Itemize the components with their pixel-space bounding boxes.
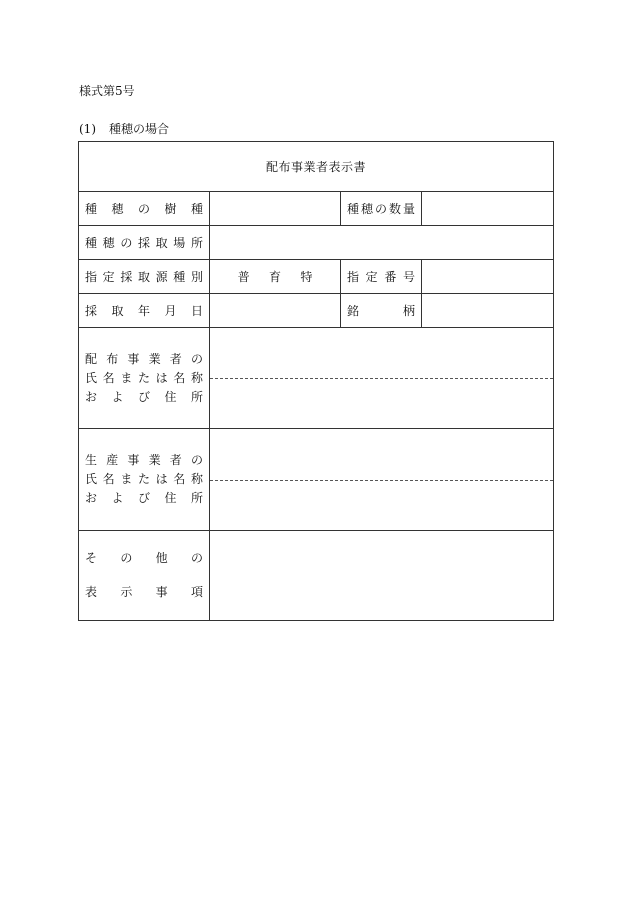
designation-number-label bbox=[341, 260, 422, 294]
label-text: 銘 柄 bbox=[347, 304, 415, 318]
label-text: 配 布 事 業 者 の bbox=[85, 351, 203, 366]
collection-date-label bbox=[79, 294, 210, 328]
species-value[interactable] bbox=[210, 192, 341, 226]
label-text: 採 取 年 月 日 bbox=[85, 304, 203, 318]
collection-place-value[interactable] bbox=[210, 226, 554, 260]
distributor-display-form bbox=[78, 141, 554, 621]
form-title: 配布事業者表示書 bbox=[79, 142, 554, 192]
label-text: 生 産 事 業 者 の bbox=[85, 453, 203, 467]
form-number: 様式第5号 bbox=[79, 84, 135, 98]
label-text: お よ び 住 所 bbox=[85, 491, 203, 505]
brand-label bbox=[341, 294, 422, 328]
label-text: 指 定 番 号 bbox=[347, 270, 415, 284]
species-label bbox=[79, 192, 210, 226]
label-text: 普 育 特 bbox=[237, 270, 313, 284]
quantity-value[interactable] bbox=[422, 192, 554, 226]
source-type-label bbox=[79, 260, 210, 294]
quantity-label bbox=[341, 192, 422, 226]
label-text: 指 定 採 取 源 種 別 bbox=[85, 270, 203, 284]
distributor-value[interactable] bbox=[210, 328, 554, 429]
label-text: 表 示 事 項 bbox=[85, 585, 203, 599]
label-text: 氏 名 ま た は 名 称 bbox=[85, 472, 203, 486]
section-title: 種穂の場合 bbox=[109, 122, 170, 136]
divider-dashed bbox=[210, 480, 553, 481]
producer-value[interactable] bbox=[210, 429, 554, 531]
label-text: そ の 他 の bbox=[85, 551, 203, 565]
collection-date-value[interactable] bbox=[210, 294, 341, 328]
label-text: 種 穂 の 樹 種 bbox=[85, 202, 203, 216]
label-text: 氏 名 ま た は 名 称 bbox=[85, 370, 203, 385]
label-text: 種 穂 の 採 取 場 所 bbox=[85, 236, 203, 250]
source-type-value bbox=[210, 260, 341, 294]
divider-dashed bbox=[210, 378, 553, 379]
other-info-label bbox=[79, 531, 210, 621]
other-info-value[interactable] bbox=[210, 531, 554, 621]
section-heading bbox=[79, 120, 169, 137]
label-text: お よ び 住 所 bbox=[85, 389, 203, 404]
section-number: (1) bbox=[79, 122, 96, 136]
distributor-label bbox=[79, 328, 210, 429]
collection-place-label bbox=[79, 226, 210, 260]
producer-label bbox=[79, 429, 210, 531]
label-text: 種 穂 の 数 量 bbox=[347, 202, 415, 216]
brand-value[interactable] bbox=[422, 294, 554, 328]
designation-number-value[interactable] bbox=[422, 260, 554, 294]
